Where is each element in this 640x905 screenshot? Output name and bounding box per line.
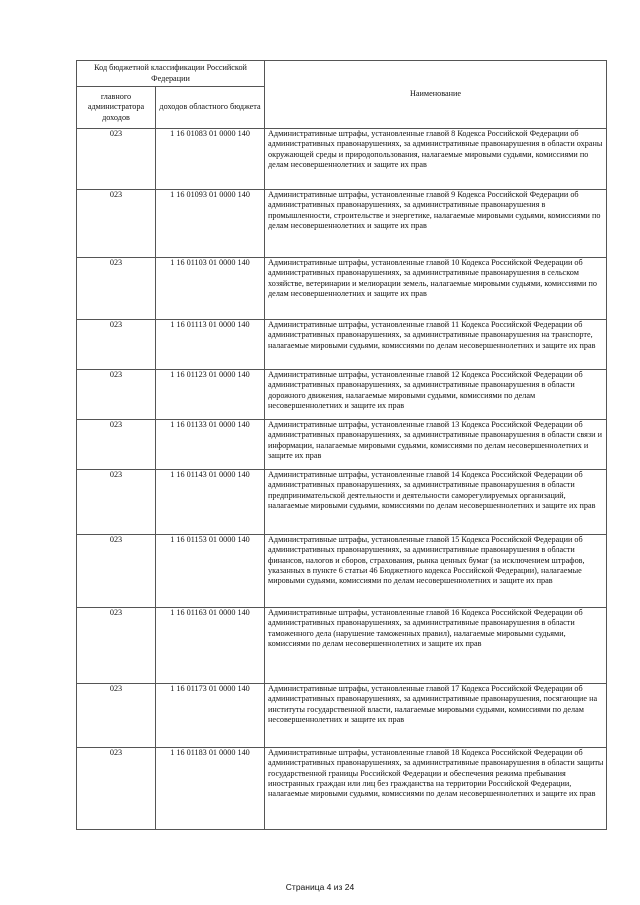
income-code-cell: 1 16 01153 01 0000 140	[156, 535, 265, 608]
admin-code-cell: 023	[77, 370, 156, 420]
income-code-cell: 1 16 01163 01 0000 140	[156, 608, 265, 684]
admin-code-cell: 023	[77, 470, 156, 535]
table-row	[77, 470, 607, 535]
table-row	[77, 420, 607, 470]
table-body	[77, 61, 607, 830]
income-code-cell: 1 16 01093 01 0000 140	[156, 190, 265, 258]
income-code-cell: 1 16 01133 01 0000 140	[156, 420, 265, 470]
description-cell: Административные штрафы, установленные главой 16 Кодекса Российской Федерации об административных правонарушениях, за административные правонарушения в области таможенного дела (нарушение таможенных правил), налагаемые мировыми судьями, комиссиями по делам несовершеннолетних и защите их прав	[265, 608, 607, 684]
description-cell: Административные штрафы, установленные главой 8 Кодекса Российской Федерации об административных правонарушениях, за административные правонарушения в области охраны окружающей среды и природопользования, налагаемые мировыми судьями, комиссиями по делам несовершеннолетних и защите их прав	[265, 129, 607, 190]
header-group-title: Код бюджетной классификации Российской Федерации	[77, 61, 265, 87]
table-row	[77, 684, 607, 748]
budget-code-table	[76, 60, 607, 830]
admin-code-cell: 023	[77, 535, 156, 608]
admin-code-cell: 023	[77, 320, 156, 370]
header-col-name: Наименование	[265, 61, 607, 129]
description-cell: Административные штрафы, установленные главой 17 Кодекса Российской Федерации об административных правонарушениях, за административные правонарушения, посягающие на институты государственной власти, налагаемые мировыми судьями, комиссиями по делам несовершеннолетних и защите их прав	[265, 684, 607, 748]
description-cell: Административные штрафы, установленные главой 9 Кодекса Российской Федерации об административных правонарушениях, за административные правонарушения в промышленности, строительстве и энергетике, налагаемые мировыми судьями, комиссиями по делам несовершеннолетних и защите их прав	[265, 190, 607, 258]
income-code-cell: 1 16 01183 01 0000 140	[156, 748, 265, 830]
header-col-income: доходов областного бюджета	[156, 87, 265, 129]
admin-code-cell: 023	[77, 608, 156, 684]
header-row-1	[77, 61, 607, 87]
admin-code-cell: 023	[77, 420, 156, 470]
table-row	[77, 320, 607, 370]
table-row	[77, 190, 607, 258]
description-cell: Административные штрафы, установленные главой 11 Кодекса Российской Федерации об административных правонарушениях, за административные правонарушения на транспорте, налагаемые мировыми судьями, комиссиями по делам несовершеннолетних и защите их прав	[265, 320, 607, 370]
description-cell: Административные штрафы, установленные главой 10 Кодекса Российской Федерации об административных правонарушениях, за административные правонарушения в сельском хозяйстве, ветеринарии и мелиорации земель, налагаемые мировыми судьями, комиссиями по делам несовершеннолетних и защите их прав	[265, 258, 607, 320]
description-cell: Административные штрафы, установленные главой 14 Кодекса Российской Федерации об административных правонарушениях, за административные правонарушения в области предпринимательской деятельности и деятельности саморегулируемых организаций, налагаемые мировыми судьями, комиссиями по делам несовершеннолетних и защите их прав	[265, 470, 607, 535]
header-col-admin: главного администратора доходов	[77, 87, 156, 129]
income-code-cell: 1 16 01143 01 0000 140	[156, 470, 265, 535]
table-row	[77, 608, 607, 684]
income-code-cell: 1 16 01103 01 0000 140	[156, 258, 265, 320]
admin-code-cell: 023	[77, 190, 156, 258]
admin-code-cell: 023	[77, 129, 156, 190]
admin-code-cell: 023	[77, 748, 156, 830]
income-code-cell: 1 16 01083 01 0000 140	[156, 129, 265, 190]
description-cell: Административные штрафы, установленные главой 12 Кодекса Российской Федерации об административных правонарушениях, за административные правонарушения в области дорожного движения, налагаемые мировыми судьями, комиссиями по делам несовершеннолетних и защите их прав	[265, 370, 607, 420]
page-footer: Страница 4 из 24	[285, 882, 355, 892]
table-row	[77, 258, 607, 320]
income-code-cell: 1 16 01113 01 0000 140	[156, 320, 265, 370]
admin-code-cell: 023	[77, 258, 156, 320]
table-row	[77, 748, 607, 830]
table-row	[77, 129, 607, 190]
description-cell: Административные штрафы, установленные главой 18 Кодекса Российской Федерации об административных правонарушениях, за административные правонарушения в области защиты государственной границы Российской Федерации и обеспечения режима пребывания иностранных граждан или лиц без гражданства на территории Российской Федерации, налагаемые мировыми судьями, комиссиями по делам несовершеннолетних и защите их прав	[265, 748, 607, 830]
table-row	[77, 370, 607, 420]
income-code-cell: 1 16 01173 01 0000 140	[156, 684, 265, 748]
admin-code-cell: 023	[77, 684, 156, 748]
table-row	[77, 535, 607, 608]
income-code-cell: 1 16 01123 01 0000 140	[156, 370, 265, 420]
description-cell: Административные штрафы, установленные главой 15 Кодекса Российской Федерации об административных правонарушениях, за административные правонарушения в области финансов, налогов и сборов, страхования, рынка ценных бумаг (за исключением штрафов, указанных в пункте 6 статьи 46 Бюджетного кодекса Российской Федерации), налагаемые мировыми судьями, комиссиями по делам несовершеннолетних и защите их прав	[265, 535, 607, 608]
description-cell: Административные штрафы, установленные главой 13 Кодекса Российской Федерации об административных правонарушениях, за административные правонарушения в области связи и информации, налагаемые мировыми судьями, комиссиями по делам несовершеннолетних и защите их прав	[265, 420, 607, 470]
